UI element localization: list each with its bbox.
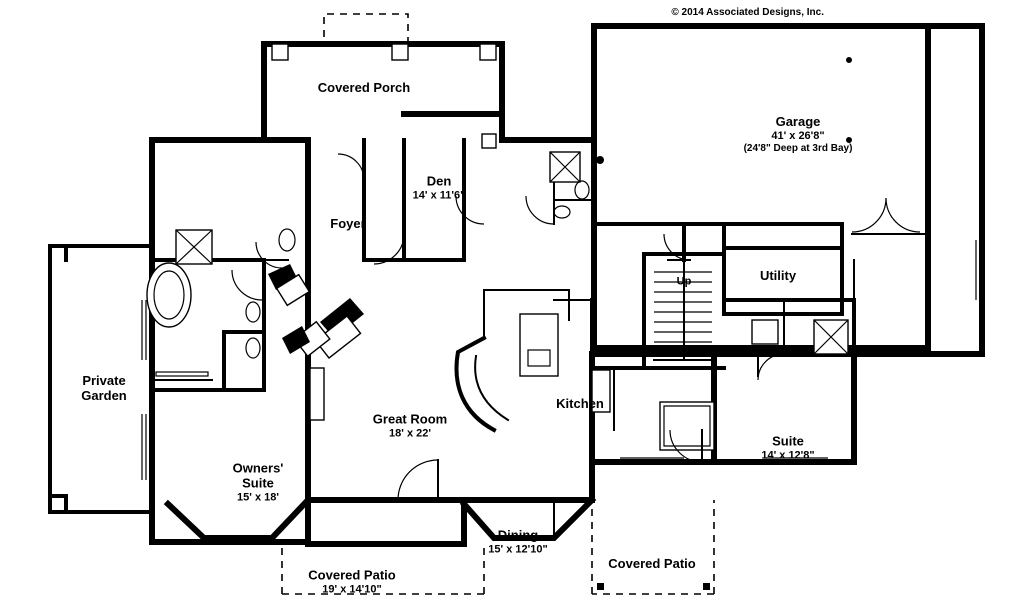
stairs-up-label: Up [676, 275, 692, 288]
dining-bay-walls [464, 500, 592, 538]
copyright-note: © 2014 Associated Designs, Inc. [671, 7, 824, 18]
garage-center-marks [596, 57, 852, 164]
room-label-utility: Utility [759, 268, 797, 284]
room-label-great-room: Great Room 18' x 22' [372, 411, 448, 440]
room-label-owners-suite: Owners' Suite 15' x 18' [232, 460, 284, 504]
room-label-den: Den 14' x 11'6" [412, 173, 466, 202]
interior-walls [152, 140, 854, 430]
room-label-covered-porch: Covered Porch [317, 80, 411, 96]
room-label-private-garden: Private Garden [81, 373, 127, 404]
porch-piers [272, 14, 496, 148]
great-room-furniture [268, 264, 364, 358]
room-label-foyer: Foyer [330, 216, 366, 232]
room-label-suite: Suite 14' x 12'8" [761, 433, 815, 462]
owners-suite-bay [168, 500, 308, 538]
room-label-dining: Dining 15' x 12'10" [488, 527, 548, 556]
room-label-covered-patio-left: Covered Patio [608, 556, 696, 572]
room-label-covered-patio-top: Covered Patio 19' x 14'10" [308, 567, 396, 596]
room-label-kitchen: Kitchen [556, 396, 604, 412]
room-label-garage: Garage 41' x 26'8" (24'8" Deep at 3rd Bay) [743, 113, 853, 154]
covered-patio-left-outline [592, 500, 714, 594]
covered-patio-top-outline [282, 544, 484, 594]
